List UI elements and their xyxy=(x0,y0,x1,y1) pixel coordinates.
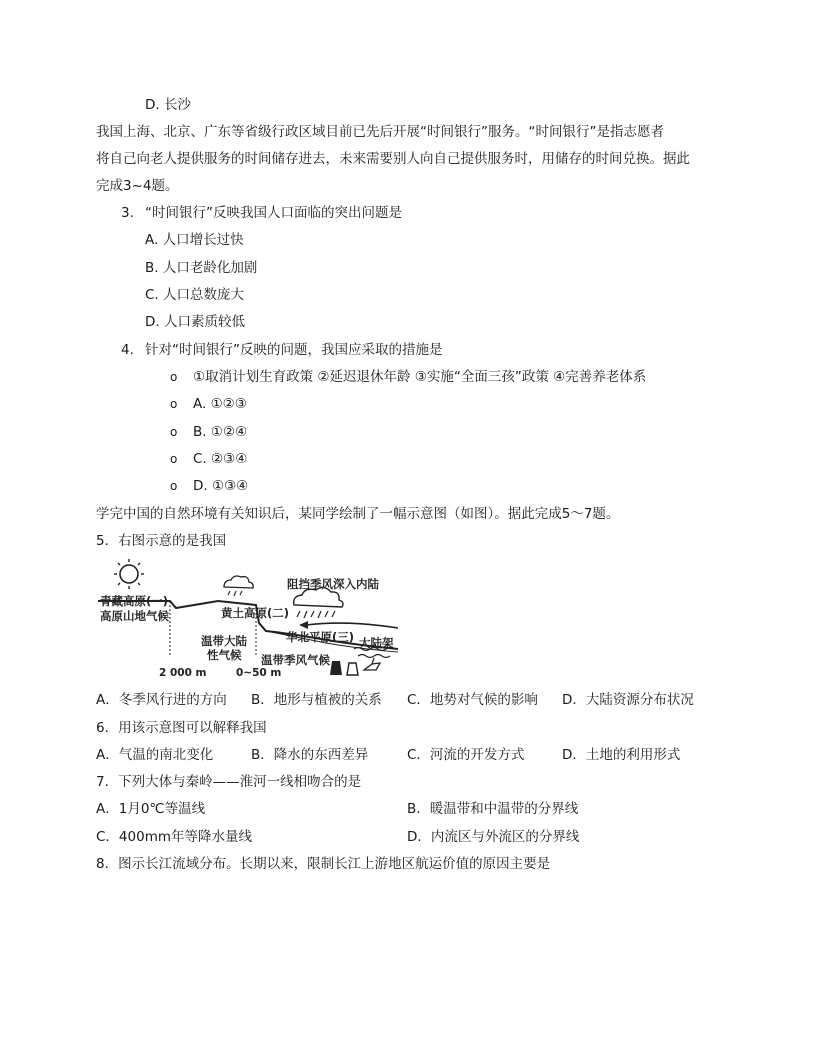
passage-5-7: 学完中国的自然环境有关知识后，某同学绘制了一幅示意图（如图）。据此完成5～7题。 xyxy=(96,506,620,522)
label-temperate-continental-2: 性气候 xyxy=(207,648,242,662)
label-continental-shelf: 大陆架 xyxy=(359,636,394,650)
q4-option-a: A. ①②③ xyxy=(193,396,247,412)
q3-option-a: A. 人口增长过快 xyxy=(145,232,244,248)
passage-3-4-line1: 我国上海、北京、广东等省级行政区域目前已先后开展“时间银行”服务。“时间银行”是指志愿者 xyxy=(96,124,664,140)
q4-measures-list: ①取消计划生育政策 ②延迟退休年龄 ③实施“全面三孩”政策 ④完善养老体系 xyxy=(193,369,647,385)
q7-option-a: A．1月0℃等温线 xyxy=(96,801,206,817)
q4-option-c: C. ②③④ xyxy=(193,451,248,467)
q7-stem: 7．下列大体与秦岭——淮河一线相吻合的是 xyxy=(96,774,362,790)
label-temperate-continental-1: 温带大陆 xyxy=(201,634,247,648)
q6-stem: 6．用该示意图可以解释我国 xyxy=(96,720,267,736)
q4-stem: 针对“时间银行”反映的问题，我国应采取的措施是 xyxy=(145,342,443,358)
q5-option-c: C．地势对气候的影响 xyxy=(407,692,538,708)
label-temperate-monsoon: 温带季风气候 xyxy=(261,653,330,667)
q3-option-b: B. 人口老龄化加剧 xyxy=(145,260,258,276)
monsoon-arrow xyxy=(299,621,398,629)
passage-3-4-line2: 将自己向老人提供服务的时间储存进去，未来需要别人向自己提供服务时，用储存的时间兑换。据此 xyxy=(96,151,690,167)
q3-option-d: D. 人口素质较低 xyxy=(145,314,245,330)
q6-option-a: A．气温的南北变化 xyxy=(96,747,214,763)
q4-option-d: D. ①③④ xyxy=(193,478,249,494)
q6-option-c: C．河流的开发方式 xyxy=(407,747,525,763)
q5-option-d: D．大陆资源分布状况 xyxy=(562,692,694,708)
q2-option-d: D. 长沙 xyxy=(145,97,191,113)
q7-option-d: D．内流区与外流区的分界线 xyxy=(407,829,580,845)
q8-stem: 8．图示长江流域分布。长期以来，限制长江上游地区航运价值的原因主要是 xyxy=(96,856,551,872)
ship-icon xyxy=(364,658,380,670)
label-loess-plateau: 黄土高原(二) xyxy=(221,606,290,620)
q3-option-c: C. 人口总数庞大 xyxy=(145,287,245,303)
q7-option-b: B．暖温带和中温带的分界线 xyxy=(407,801,579,817)
q6-option-d: D．土地的利用形式 xyxy=(562,747,681,763)
q5-stem: 5．右图示意的是我国 xyxy=(96,533,227,549)
q4-bullet-3: o xyxy=(170,425,178,439)
rain-cloud-icon xyxy=(294,587,343,618)
passage-3-4-line3: 完成3~4题。 xyxy=(96,178,179,194)
label-block-monsoon: 阻挡季风深入内陆 xyxy=(287,577,379,591)
q5-option-a: A．冬季风行进的方向 xyxy=(96,692,227,708)
q5-option-b: B．地形与植被的关系 xyxy=(251,692,382,708)
label-plateau-climate: 高原山地气候 xyxy=(100,609,169,623)
label-elevation-0-50: 0~50 m xyxy=(236,667,282,679)
label-north-china-plain: 华北平原(三) xyxy=(286,630,355,644)
q6-option-b: B．降水的东西差异 xyxy=(251,747,369,763)
q4-bullet-2: o xyxy=(170,397,178,411)
q4-option-b: B. ①②④ xyxy=(193,424,248,440)
sun-icon xyxy=(114,559,144,589)
building-icon xyxy=(330,661,358,675)
q4-bullet-5: o xyxy=(170,479,178,493)
q4-number: 4. xyxy=(121,342,134,358)
q7-option-c: C．400mm年等降水量线 xyxy=(96,829,252,845)
terrain-climate-diagram xyxy=(96,557,402,679)
label-qingzang-plateau: 青藏高原(一) xyxy=(100,594,169,608)
q3-number: 3. xyxy=(121,205,134,221)
cloud-icon xyxy=(224,576,253,596)
q3-stem: “时间银行”反映我国人口面临的突出问题是 xyxy=(145,205,402,221)
q4-bullet-4: o xyxy=(170,452,178,466)
q4-bullet-1: o xyxy=(170,370,178,384)
label-elevation-2000: 2 000 m xyxy=(159,667,207,679)
